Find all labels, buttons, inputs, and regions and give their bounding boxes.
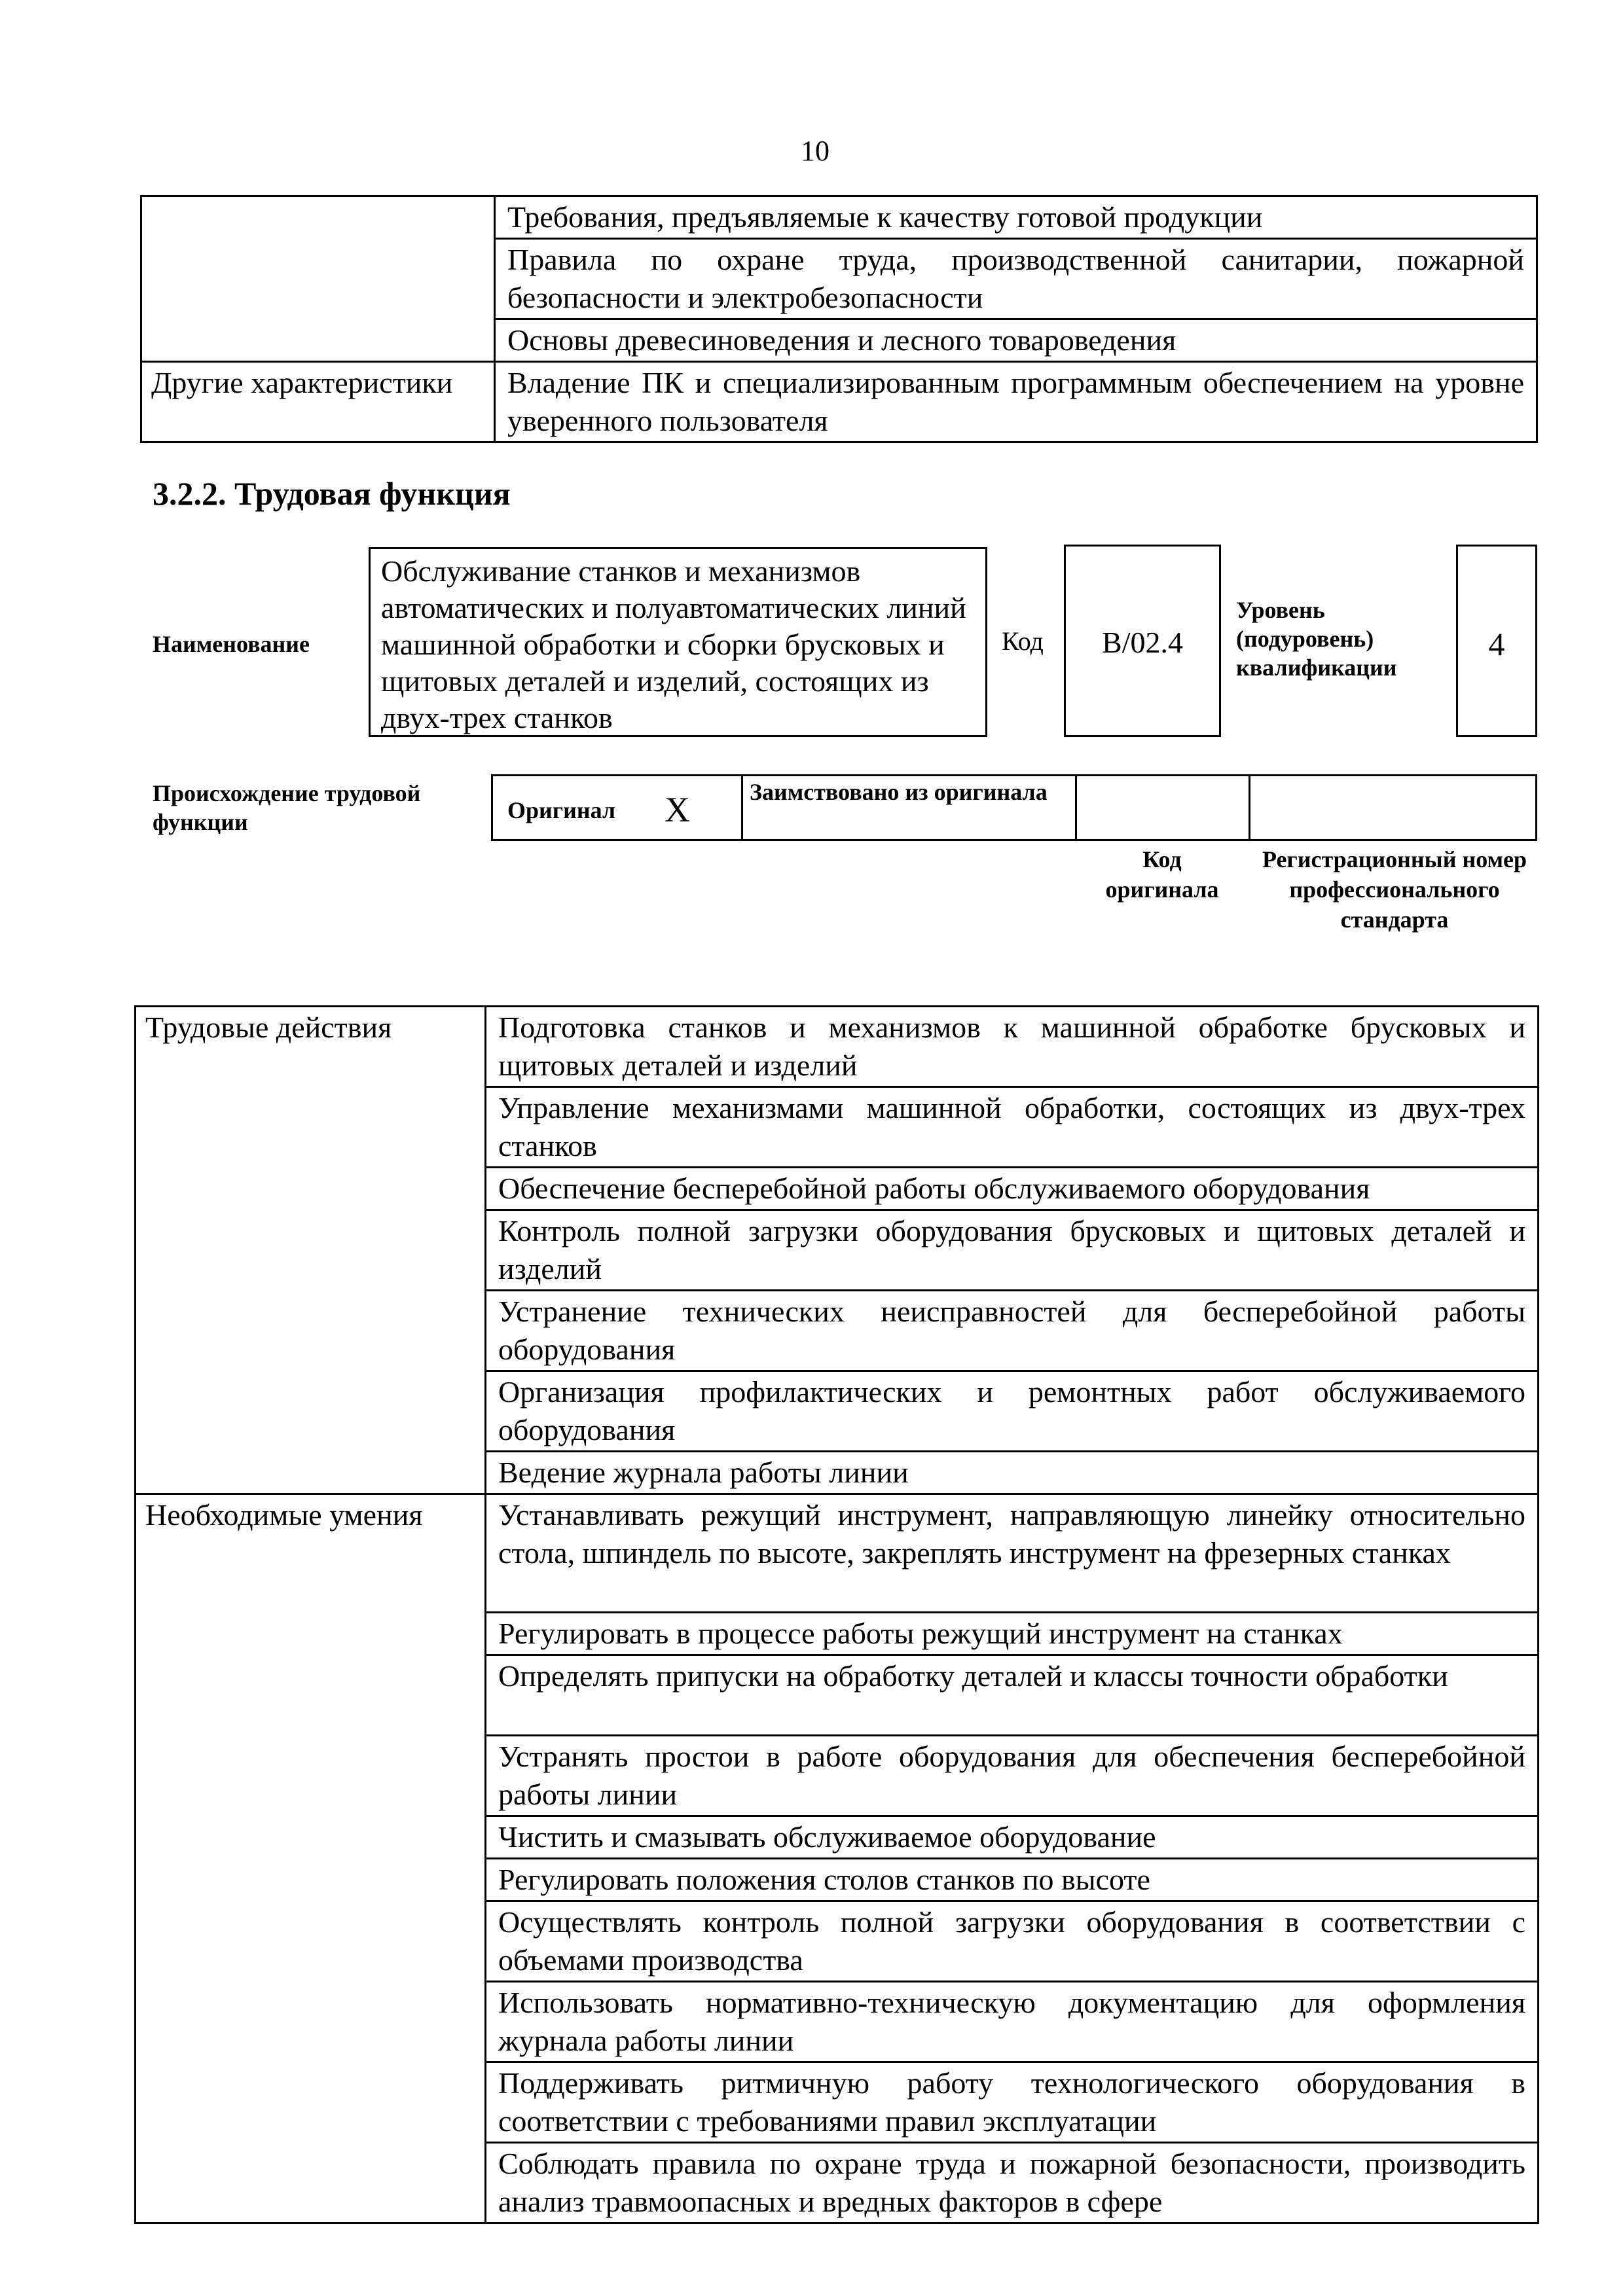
table-cell: Устанавливать режущий инструмент, направляющую линейку относительно стола, шпиндель по высоте, закреплять инструмент на фрезерных станках xyxy=(486,1494,1539,1613)
table-cell: Устранять простои в работе оборудования для обеспечения бесперебойной работы линии xyxy=(486,1736,1539,1816)
table-cell: Подготовка станков и механизмов к машинной обработке брусковых и щитовых деталей и изделий xyxy=(486,1007,1539,1087)
function-name-box xyxy=(369,547,987,737)
table-cell: Регулировать в процессе работы режущий инструмент на станках xyxy=(486,1613,1539,1655)
table-cell: Использовать нормативно-техническую документацию для оформления журнала работы линии xyxy=(486,1982,1539,2062)
table-cell: Осуществлять контроль полной загрузки оборудования в соответствии с объемами производства xyxy=(486,1901,1539,1982)
table-cell: Основы древесиноведения и лесного товароведения xyxy=(495,319,1537,362)
table-cell: Чистить и смазывать обслуживаемое оборудование xyxy=(486,1816,1539,1859)
table-cell: Устранение технических неисправностей для бесперебойной работы оборудования xyxy=(486,1291,1539,1371)
table-cell: Обеспечение бесперебойной работы обслуживаемого оборудования xyxy=(486,1168,1539,1210)
table-row xyxy=(141,196,1537,239)
level-label: Уровень (подуровень) квалификации xyxy=(1236,597,1397,681)
table-cell: Требования, предъявляемые к качеству готовой продукции xyxy=(495,196,1537,239)
table-cell: Правила по охране труда, производственной санитарии, пожарной безопасности и электробезопасности xyxy=(495,239,1537,319)
table-cell: Управление механизмами машинной обработки, состоящих из двух-трех станков xyxy=(486,1087,1539,1168)
table-row xyxy=(136,1007,1539,1087)
table-cell: Контроль полной загрузки оборудования брусковых и щитовых деталей и изделий xyxy=(486,1210,1539,1291)
reg-caption: Регистрационный номер профессионального стандарта xyxy=(1262,846,1527,933)
section-label: Необходимые умения xyxy=(136,1494,486,2223)
borrowed-label: Заимствовано из оригинала xyxy=(750,779,1048,805)
row-label xyxy=(141,196,495,362)
page-number: 10 xyxy=(801,135,830,167)
origin-code-cell xyxy=(1077,776,1250,839)
function-name: Обслуживание станков и механизмов автоматических и полуавтоматических линий машинной обработки и сборки брусковых и щитовых деталей и изделий, состоящих из двух-трех станков xyxy=(381,554,966,734)
table-cell: Соблюдать правила по охране труда и пожарной безопасности, производить анализ травмоопасных и вредных факторов в сфере xyxy=(486,2143,1539,2223)
table-row xyxy=(141,362,1537,442)
origin-table xyxy=(491,774,1537,841)
top-table xyxy=(140,195,1538,443)
table-row xyxy=(136,1494,1539,1613)
table-cell: Регулировать положения столов станков по высоте xyxy=(486,1859,1539,1901)
origin-borrowed-cell xyxy=(743,776,1077,839)
function-code: B/02.4 xyxy=(1102,626,1183,659)
main-table xyxy=(134,1005,1539,2224)
section-label: Трудовые действия xyxy=(136,1007,486,1494)
code-label: Код xyxy=(1002,626,1044,656)
row-label: Другие характеристики xyxy=(141,362,495,442)
function-code-box xyxy=(1064,545,1221,737)
origin-reg-cell xyxy=(1250,776,1537,839)
origin-label: Происхождение трудовой функции xyxy=(153,780,421,835)
table-cell: Организация профилактических и ремонтных работ обслуживаемого оборудования xyxy=(486,1371,1539,1452)
table-cell: Определять припуски на обработку деталей и классы точности обработки xyxy=(486,1655,1539,1736)
code-caption: Код оригинала xyxy=(1105,846,1219,903)
name-label: Наименование xyxy=(153,631,310,657)
table-cell: Поддерживать ритмичную работу технологического оборудования в соответствии с требованиями правил эксплуатации xyxy=(486,2062,1539,2143)
section-title: 3.2.2. Трудовая функция xyxy=(153,475,511,512)
origin-original-cell xyxy=(493,776,743,839)
original-mark: X xyxy=(665,790,690,829)
table-cell: Ведение журнала работы линии xyxy=(486,1452,1539,1494)
original-label: Оригинал xyxy=(507,797,616,823)
table-cell: Владение ПК и специализированным программным обеспечением на уровне уверенного пользователя xyxy=(495,362,1537,442)
level-box xyxy=(1456,545,1537,737)
level-value: 4 xyxy=(1488,626,1505,662)
